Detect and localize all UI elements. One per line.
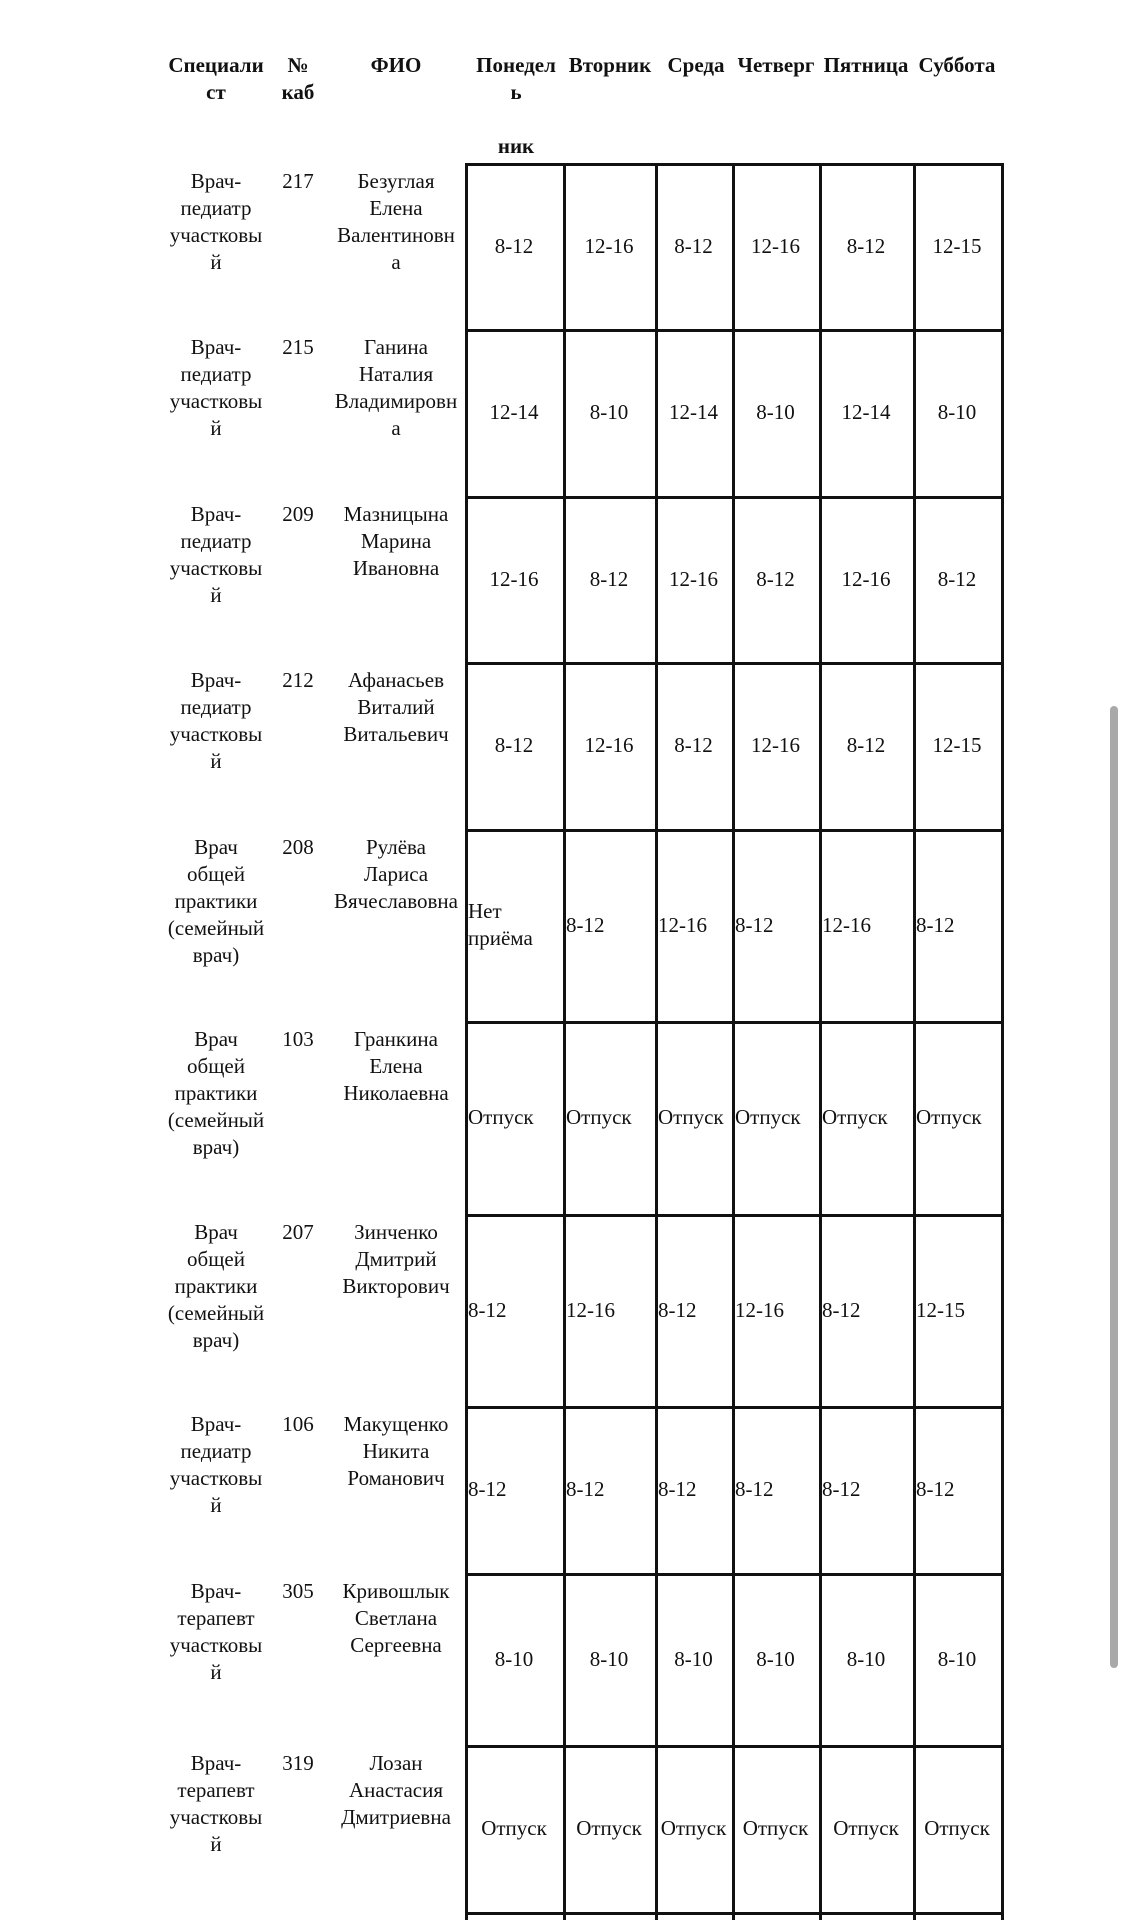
- schedule-cell-thu: 8-12: [756, 566, 795, 591]
- schedule-cell-wed: 8-12: [658, 1477, 697, 1501]
- header-day-fri: Пятница: [823, 53, 909, 77]
- cabinet-cell: 103: [282, 1027, 314, 1051]
- cabinet-cell: 305: [282, 1579, 314, 1603]
- schedule-cell-fri: 12-16: [822, 912, 871, 937]
- grid-line-vertical: [563, 163, 566, 1920]
- specialist-cell: Врач- терапевт участковы й: [169, 1579, 263, 1684]
- schedule-cell-tue: 8-12: [566, 1477, 605, 1501]
- schedule-cell-thu: Отпуск: [735, 1105, 801, 1129]
- specialist-cell: Врач- педиатр участковы й: [169, 169, 263, 274]
- schedule-cell-fri: 8-10: [846, 1646, 886, 1671]
- schedule-cell-wed: Отпуск: [658, 1105, 724, 1129]
- schedule-cell-mon: 8-10: [494, 1646, 534, 1671]
- grid-line-vertical: [655, 163, 658, 1920]
- schedule-cell-mon: Отпуск: [481, 1816, 547, 1840]
- schedule-cell-tue: 12-16: [584, 233, 634, 258]
- schedule-cell-sat: Отпуск: [916, 1105, 982, 1129]
- cabinet-cell: 106: [282, 1412, 314, 1436]
- cabinet-cell: 319: [282, 1751, 314, 1775]
- grid-line-vertical: [732, 163, 735, 1920]
- fio-cell: Гранкина Елена Николаевна: [343, 1027, 449, 1105]
- schedule-cell-thu: 8-12: [735, 912, 774, 937]
- specialist-cell: Врач общей практики (семейный врач): [167, 1220, 265, 1352]
- grid-line-vertical: [1001, 163, 1004, 1920]
- schedule-cell-fri: 8-12: [846, 233, 886, 258]
- schedule-cell-sat: 12-15: [916, 1297, 965, 1322]
- schedule-cell-sat: 8-12: [937, 566, 977, 591]
- grid-line-vertical: [465, 163, 468, 1920]
- schedule-cell-wed: Отпуск: [660, 1816, 727, 1840]
- header-cabinet: № каб: [281, 53, 315, 104]
- schedule-cell-sat: 8-12: [916, 1477, 955, 1501]
- schedule-cell-tue: 12-16: [584, 733, 634, 757]
- specialist-cell: Врач общей практики (семейный врач): [167, 1027, 265, 1159]
- specialist-cell: Врач- педиатр участковы й: [169, 335, 263, 440]
- header-day-mon: Понедел ь ник: [476, 53, 556, 158]
- schedule-cell-tue: 8-10: [589, 400, 629, 424]
- fio-cell: Лозан Анастасия Дмитриевна: [341, 1751, 451, 1829]
- schedule-cell-fri: 8-12: [822, 1297, 861, 1322]
- specialist-cell: Врач- педиатр участковы й: [169, 668, 263, 773]
- schedule-cell-fri: 12-16: [841, 566, 891, 591]
- fio-cell: Ганина Наталия Владимировн а: [334, 335, 458, 440]
- schedule-cell-sat: 8-10: [937, 400, 977, 424]
- specialist-cell: Врач- педиатр участковы й: [169, 502, 263, 607]
- schedule-cell-fri: Отпуск: [833, 1816, 899, 1840]
- grid-line-vertical: [913, 163, 916, 1920]
- schedule-cell-thu: 8-10: [756, 1646, 795, 1671]
- vertical-scrollbar[interactable]: [1110, 706, 1118, 1668]
- schedule-cell-mon: 8-12: [494, 733, 534, 757]
- schedule-cell-thu: 8-10: [756, 400, 795, 424]
- schedule-cell-sat: 12-15: [932, 733, 982, 757]
- cabinet-cell: 215: [282, 335, 314, 359]
- schedule-cell-mon: 8-12: [468, 1297, 507, 1322]
- header-day-tue: Вторник: [568, 53, 652, 77]
- fio-cell: Макущенко Никита Романович: [343, 1412, 449, 1490]
- schedule-cell-thu: Отпуск: [742, 1816, 809, 1840]
- header-specialist: Специали ст: [168, 53, 264, 104]
- fio-cell: Безуглая Елена Валентиновн а: [337, 169, 455, 274]
- schedule-cell-mon: 8-12: [494, 233, 534, 258]
- schedule-cell-mon: 12-14: [489, 400, 539, 424]
- schedule-cell-mon: Отпуск: [468, 1105, 534, 1129]
- schedule-cell-wed: 12-14: [669, 400, 718, 424]
- schedule-cell-tue: 8-12: [566, 912, 605, 937]
- schedule-cell-sat: Отпуск: [924, 1816, 990, 1840]
- schedule-cell-wed: 12-16: [658, 912, 707, 937]
- header-day-wed: Среда: [667, 53, 725, 77]
- specialist-cell: Врач- педиатр участковы й: [169, 1412, 263, 1517]
- schedule-cell-mon: Нет приёма: [468, 899, 533, 950]
- schedule-cell-thu: 12-16: [735, 1297, 784, 1322]
- fio-cell: Кривошлык Светлана Сергеевна: [342, 1579, 450, 1657]
- specialist-cell: Врач общей практики (семейный врач): [167, 835, 265, 967]
- specialist-cell: Врач- терапевт участковы й: [169, 1751, 263, 1856]
- cabinet-cell: 208: [282, 835, 314, 859]
- schedule-cell-wed: 8-12: [674, 733, 713, 757]
- schedule-cell-wed: 8-12: [658, 1297, 697, 1322]
- fio-cell: Мазницына Марина Ивановна: [343, 502, 449, 580]
- schedule-cell-tue: 12-16: [566, 1297, 615, 1322]
- grid-line-vertical: [819, 163, 822, 1920]
- schedule-cell-sat: 12-15: [932, 233, 982, 258]
- schedule-cell-wed: 8-12: [674, 233, 713, 258]
- schedule-cell-tue: 8-12: [589, 566, 629, 591]
- cabinet-cell: 217: [282, 169, 314, 193]
- cabinet-cell: 212: [282, 668, 314, 692]
- header-fio: ФИО: [370, 53, 422, 77]
- schedule-cell-thu: 8-12: [735, 1477, 774, 1501]
- schedule-cell-mon: 8-12: [468, 1477, 507, 1501]
- schedule-cell-wed: 8-10: [674, 1646, 713, 1671]
- schedule-cell-wed: 12-16: [669, 566, 718, 591]
- fio-cell: Зинченко Дмитрий Викторович: [342, 1220, 450, 1298]
- fio-cell: Афанасьев Виталий Витальевич: [343, 668, 449, 746]
- schedule-cell-fri: 8-12: [846, 733, 886, 757]
- schedule-cell-thu: 12-16: [751, 733, 800, 757]
- schedule-cell-sat: 8-10: [937, 1646, 977, 1671]
- schedule-cell-sat: 8-12: [916, 912, 955, 937]
- header-day-sat: Суббота: [918, 53, 996, 77]
- cabinet-cell: 207: [282, 1220, 314, 1244]
- schedule-cell-fri: 8-12: [822, 1477, 861, 1501]
- schedule-cell-fri: Отпуск: [822, 1105, 888, 1129]
- cabinet-cell: 209: [282, 502, 314, 526]
- schedule-cell-fri: 12-14: [841, 400, 891, 424]
- schedule-cell-mon: 12-16: [489, 566, 539, 591]
- header-day-thu: Четверг: [737, 53, 815, 77]
- schedule-cell-thu: 12-16: [751, 233, 800, 258]
- fio-cell: Рулёва Лариса Вячеславовна: [334, 835, 458, 913]
- schedule-cell-tue: Отпуск: [576, 1816, 642, 1840]
- schedule-cell-tue: Отпуск: [566, 1105, 632, 1129]
- schedule-cell-tue: 8-10: [589, 1646, 629, 1671]
